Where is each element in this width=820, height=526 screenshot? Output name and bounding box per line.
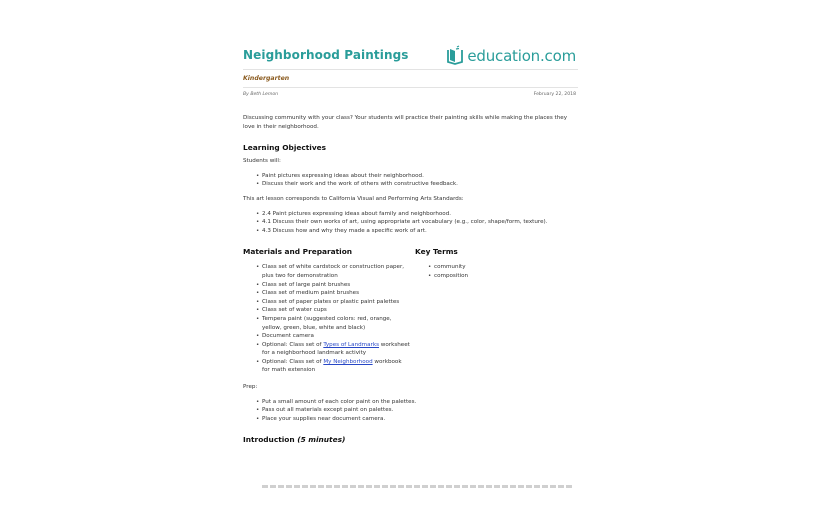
lesson-content xyxy=(243,114,578,445)
list-item xyxy=(262,358,415,375)
materials-list xyxy=(243,263,415,375)
prep-label: Prep: xyxy=(243,384,258,391)
grade-divider xyxy=(243,87,578,88)
brand-logo xyxy=(444,45,576,67)
list-item: • Document camera xyxy=(262,332,415,341)
publish-date: February 22, 2018 xyxy=(533,92,576,97)
key-terms-list xyxy=(415,263,468,280)
materials-section xyxy=(243,247,415,375)
author: By Beth Lemon xyxy=(243,92,279,97)
prep-list xyxy=(243,398,578,424)
key-terms-heading: Key Terms xyxy=(415,247,458,257)
optional-prefix: Optional: Class set of xyxy=(262,358,324,365)
list-item: • Class set of large paint brushes xyxy=(262,281,415,290)
list-item: • composition xyxy=(434,272,468,281)
book-logo-icon xyxy=(444,45,466,67)
document-title: Neighborhood Paintings xyxy=(243,48,409,62)
standards-lead: This art lesson corresponds to California Visual and Performing Arts Standards: xyxy=(243,195,464,202)
brand-name: education.com xyxy=(467,47,576,65)
document-header xyxy=(243,44,578,68)
list-item: • 4.1 Discuss their own works of art, using appropriate art vocabulary (e.g., color, shape/form, texture). xyxy=(262,218,578,227)
list-item: • Paint pictures expressing ideas about their neighborhood. xyxy=(262,172,578,181)
list-item: • community xyxy=(434,263,468,272)
materials-and-terms xyxy=(243,247,578,375)
optional-suffix: worksheet for a neighborhood landmark activity xyxy=(262,341,410,357)
list-item: • Class set of medium paint brushes xyxy=(262,289,415,298)
list-item: • Pass out all materials except paint on palettes. xyxy=(262,406,578,415)
list-item: • Discuss their work and the work of others with constructive feedback. xyxy=(262,180,578,189)
key-terms-section xyxy=(415,247,468,375)
standards-list xyxy=(243,210,578,236)
list-item: • Class set of water cups xyxy=(262,306,415,315)
materials-heading: Materials and Preparation xyxy=(243,247,353,257)
list-item: • Place your supplies near document camera. xyxy=(262,415,578,424)
list-item: • Put a small amount of each color paint on the palettes. xyxy=(262,398,578,407)
optional-prefix: Optional: Class set of xyxy=(262,341,324,348)
optional-suffix: workbook for math extension xyxy=(262,358,402,374)
grade-label: Kindergarten xyxy=(243,75,290,82)
learning-objectives-heading: Learning Objectives xyxy=(243,143,327,153)
list-item: • Class set of paper plates or plastic paint palettes xyxy=(262,298,415,307)
my-neighborhood-link[interactable]: My Neighborhood xyxy=(323,358,373,365)
types-of-landmarks-link[interactable]: Types of Landmarks xyxy=(323,341,379,348)
list-item: • Class set of white cardstock or construction paper, plus two for demonstration xyxy=(262,263,415,280)
list-item: • 2.4 Paint pictures expressing ideas about family and neighborhood. xyxy=(262,210,578,219)
list-item: • Tempera paint (suggested colors: red, orange, yellow, green, blue, white and black) xyxy=(262,315,415,332)
worksheet-page xyxy=(243,44,578,526)
list-item xyxy=(262,341,415,358)
cut-off-text-line xyxy=(262,485,572,488)
list-item: • 4.3 Discuss how and why they made a specific work of art. xyxy=(262,227,578,236)
introduction-heading xyxy=(243,435,578,445)
objectives-list xyxy=(243,172,578,189)
intro-paragraph: Discussing community with your class? Your students will practice their painting skills while making the places they love in their neighborhood. xyxy=(243,115,568,130)
introduction-title: Introduction xyxy=(243,435,295,445)
header-divider xyxy=(243,69,578,70)
objectives-lead: Students will: xyxy=(243,158,281,165)
introduction-time: (5 minutes) xyxy=(297,435,346,445)
